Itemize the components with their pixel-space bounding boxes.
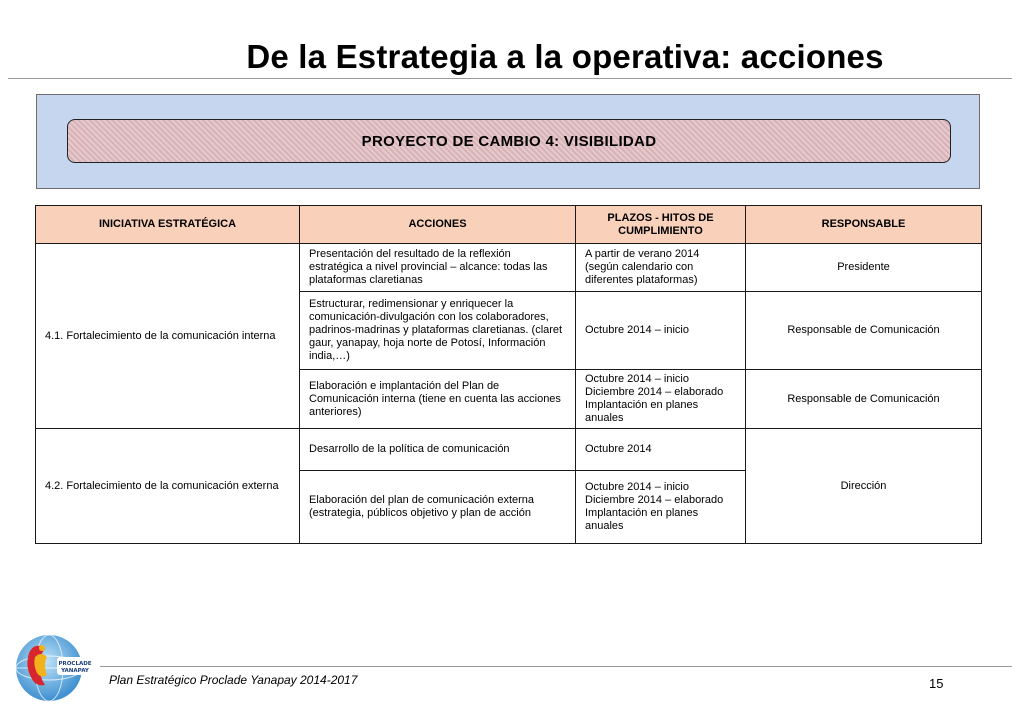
- table-row: [36, 244, 982, 292]
- project-banner: PROYECTO DE CAMBIO 4: VISIBILIDAD: [67, 119, 951, 163]
- header-responsable: RESPONSABLE: [746, 206, 982, 244]
- footer-text: Plan Estratégico Proclade Yanapay 2014-2017: [109, 673, 358, 687]
- deadline-cell: Octubre 2014 – inicio: [576, 292, 746, 370]
- proclade-yanapay-logo: [15, 633, 95, 703]
- deadline-cell: Octubre 2014 – inicio Diciembre 2014 – elaborado Implantación en planes anuales: [576, 471, 746, 544]
- action-cell: Estructurar, redimensionar y enriquecer la comunicación-divulgación con los colaboradores, padrinos-madrinas y plataformas claretianas. (claret gaur, yanapay, hoja norte de Potosí, Información india,…): [300, 292, 576, 370]
- header-acciones: ACCIONES: [300, 206, 576, 244]
- page-number: 15: [929, 676, 944, 691]
- deadline-cell: Octubre 2014: [576, 429, 746, 471]
- initiative-cell: 4.2. Fortalecimiento de la comunicación externa: [36, 429, 300, 544]
- table-row: [36, 429, 982, 471]
- deadline-cell: A partir de verano 2014 (según calendario con diferentes plataformas): [576, 244, 746, 292]
- responsible-cell: Responsable de Comunicación: [746, 370, 982, 429]
- title-divider: [8, 78, 1012, 79]
- action-cell: Presentación del resultado de la reflexión estratégica a nivel provincial – alcance: todas las plataformas claretianas: [300, 244, 576, 292]
- responsible-cell: Presidente: [746, 244, 982, 292]
- action-cell: Desarrollo de la política de comunicación: [300, 429, 576, 471]
- header-iniciativa: INICIATIVA ESTRATÉGICA: [36, 206, 300, 244]
- footer-divider: [100, 666, 1012, 667]
- actions-table: [35, 205, 982, 544]
- header-plazos: PLAZOS - HITOS DE CUMPLIMIENTO: [576, 206, 746, 244]
- project-band: [36, 94, 980, 189]
- slide-title: De la Estrategia a la operativa: acciones: [246, 38, 884, 75]
- responsible-cell: Dirección: [746, 429, 982, 544]
- deadline-cell: Octubre 2014 – inicio Diciembre 2014 – elaborado Implantación en planes anuales: [576, 370, 746, 429]
- logo-text-line-1: PROCLADE: [58, 661, 92, 667]
- action-cell: Elaboración del plan de comunicación externa (estrategia, públicos objetivo y plan de acción: [300, 471, 576, 544]
- logo-text-line-2: YANAPAY: [61, 668, 89, 674]
- initiative-cell: 4.1. Fortalecimiento de la comunicación interna: [36, 244, 300, 429]
- action-cell: Elaboración e implantación del Plan de Comunicación interna (tiene en cuenta las acciones anteriores): [300, 370, 576, 429]
- responsible-cell: Responsable de Comunicación: [746, 292, 982, 370]
- table-header-row: [36, 206, 982, 244]
